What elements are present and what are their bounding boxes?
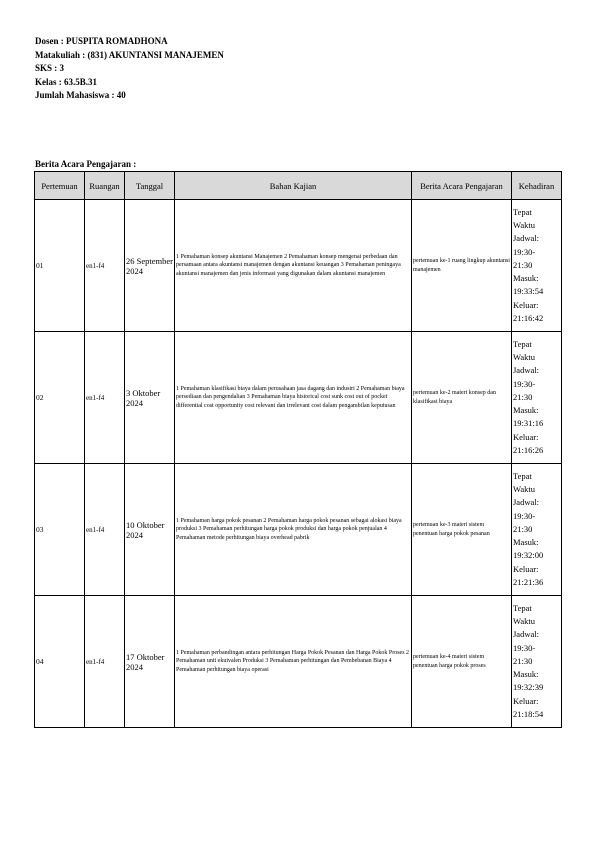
col-header-ruangan: Ruangan — [85, 172, 125, 200]
attendance-line: Tepat — [513, 602, 532, 613]
class-code: Kelas : 63.5B.31 — [35, 76, 97, 87]
course-name: Matakuliah : (831) AKUNTANSI MANAJEMEN — [35, 49, 224, 60]
attendance-line: 21:30 — [513, 523, 533, 534]
cell-kehadiran — [512, 332, 562, 464]
cell-bahan-kajian: 1 Pemahaman konsep akuntansi Manajemen 2 Pemahaman konsep mengenai perbedaan dan persamaan antara akuntansi manajemen dengan akuntansi keuangan 3 Pemahaman peningaya akuntansi manajemen dan jenis informasi yang digunakan dalam akuntansi manajemen — [175, 200, 412, 332]
cell-ruangan: en1-f4 — [85, 332, 125, 464]
table-row — [35, 200, 562, 332]
table-row — [35, 464, 562, 596]
attendance-line: Waktu — [513, 483, 535, 494]
teaching-report-table — [34, 171, 562, 728]
cell-ruangan: en1-f4 — [85, 464, 125, 596]
cell-ruangan: en1-f4 — [85, 596, 125, 728]
cell-pertemuan: 03 — [35, 464, 85, 596]
section-title: Berita Acara Pengajaran : — [35, 159, 137, 169]
attendance-line: 19:30- — [513, 642, 536, 653]
attendance-line: 19:32:39 — [513, 682, 544, 693]
cell-tanggal: 3 Oktober 2024 — [125, 332, 175, 464]
attendance-line: Masuk: — [513, 669, 539, 680]
cell-kehadiran — [512, 596, 562, 728]
attendance-line: Jadwal: — [513, 629, 539, 640]
cell-berita-acara: pertemuan ke-2 materi konsep dan klasifikasi biaya — [412, 332, 512, 464]
attendance-line: 21:16:42 — [513, 313, 544, 324]
attendance-line: Masuk: — [513, 405, 539, 416]
cell-tanggal: 10 Oktober 2024 — [125, 464, 175, 596]
course-header — [35, 35, 224, 103]
attendance-line: 19:32:00 — [513, 550, 544, 561]
attendance-line: Masuk: — [513, 537, 539, 548]
attendance-line: Keluar: — [513, 563, 539, 574]
cell-bahan-kajian: 1 Pemahaman perbandingan antara perhitungan Harga Pokok Pesanan dan Harga Pokok Proses 2 Pemahaman unit ekuivalen Produksi 3 Pemahaman perhitungan dan Pembebanan Biaya 4 Pemahaman perhitungan biaya operasi — [175, 596, 412, 728]
attendance-line: Jadwal: — [513, 365, 539, 376]
cell-berita-acara: pertemuan ke-4 materi sistem penentuan harga pokok proses — [412, 596, 512, 728]
table-row — [35, 596, 562, 728]
attendance-line: Waktu — [513, 615, 535, 626]
attendance-line: 19:33:54 — [513, 286, 544, 297]
attendance-line: 21:30 — [513, 391, 533, 402]
table-row — [35, 332, 562, 464]
attendance-line: Waktu — [513, 219, 535, 230]
attendance-line: 19:30- — [513, 510, 536, 521]
attendance-line: Waktu — [513, 351, 535, 362]
cell-kehadiran — [512, 200, 562, 332]
credit-units: SKS : 3 — [35, 63, 65, 73]
cell-pertemuan: 04 — [35, 596, 85, 728]
cell-tanggal: 26 September 2024 — [125, 200, 175, 332]
col-header-pertemuan: Pertemuan — [35, 172, 85, 200]
attendance-line: Tepat — [513, 470, 532, 481]
attendance-line: 19:31:16 — [513, 418, 544, 429]
cell-bahan-kajian: 1 Pemahaman harga pokok pesanan 2 Pemahaman harga pokok pesanan sebagai alokasi biaya produksi 3 Pemahaman perhitungan harga pokok produksi dan harga pokok penjualan 4 Pemahaman metode perhitungan biaya overhead pabrik — [175, 464, 412, 596]
cell-pertemuan: 01 — [35, 200, 85, 332]
cell-berita-acara: pertemuan ke-3 materi sistem penentuan harga pokok pesanan — [412, 464, 512, 596]
attendance-line: 19:30- — [513, 378, 536, 389]
attendance-line: Jadwal: — [513, 497, 539, 508]
attendance-line: 21:16:26 — [513, 445, 544, 456]
attendance-line: Keluar: — [513, 695, 539, 706]
attendance-line: 21:30 — [513, 259, 533, 270]
col-header-berita-acara: Berita Acara Pengajaran — [412, 172, 512, 200]
lecturer-name: Dosen : PUSPITA ROMADHONA — [35, 36, 168, 46]
attendance-line: Jadwal: — [513, 233, 539, 244]
col-header-bahan-kajian: Bahan Kajian — [175, 172, 412, 200]
cell-kehadiran — [512, 464, 562, 596]
student-count: Jumlah Mahasiswa : 40 — [35, 90, 126, 100]
cell-berita-acara: pertemuan ke-1 ruang lingkup akuntansi manajemen — [412, 200, 512, 332]
cell-bahan-kajian: 1 Pemahaman klasifikasi biaya dalam perusahaan jasa dagang dan industri 2 Pemahaman biaya persediaan dan pengendalian 3 Pemahaman biaya historical cost sunk cost out of pocket differential cost opportunity cost relevant dan irrelevant cost dalam pengambilan keputusan — [175, 332, 412, 464]
attendance-line: Tepat — [513, 206, 532, 217]
attendance-line: Masuk: — [513, 273, 539, 284]
col-header-tanggal: Tanggal — [125, 172, 175, 200]
attendance-line: 21:21:36 — [513, 577, 544, 588]
cell-pertemuan: 02 — [35, 332, 85, 464]
attendance-line: Keluar: — [513, 299, 539, 310]
attendance-line: 21:30 — [513, 655, 533, 666]
cell-ruangan: en1-f4 — [85, 200, 125, 332]
attendance-line: 21:18:54 — [513, 709, 544, 720]
attendance-line: Tepat — [513, 338, 532, 349]
attendance-line: 19:30- — [513, 246, 536, 257]
table-header-row — [35, 172, 562, 200]
attendance-line: Keluar: — [513, 431, 539, 442]
cell-tanggal: 17 Oktober 2024 — [125, 596, 175, 728]
col-header-kehadiran: Kehadiran — [512, 172, 562, 200]
